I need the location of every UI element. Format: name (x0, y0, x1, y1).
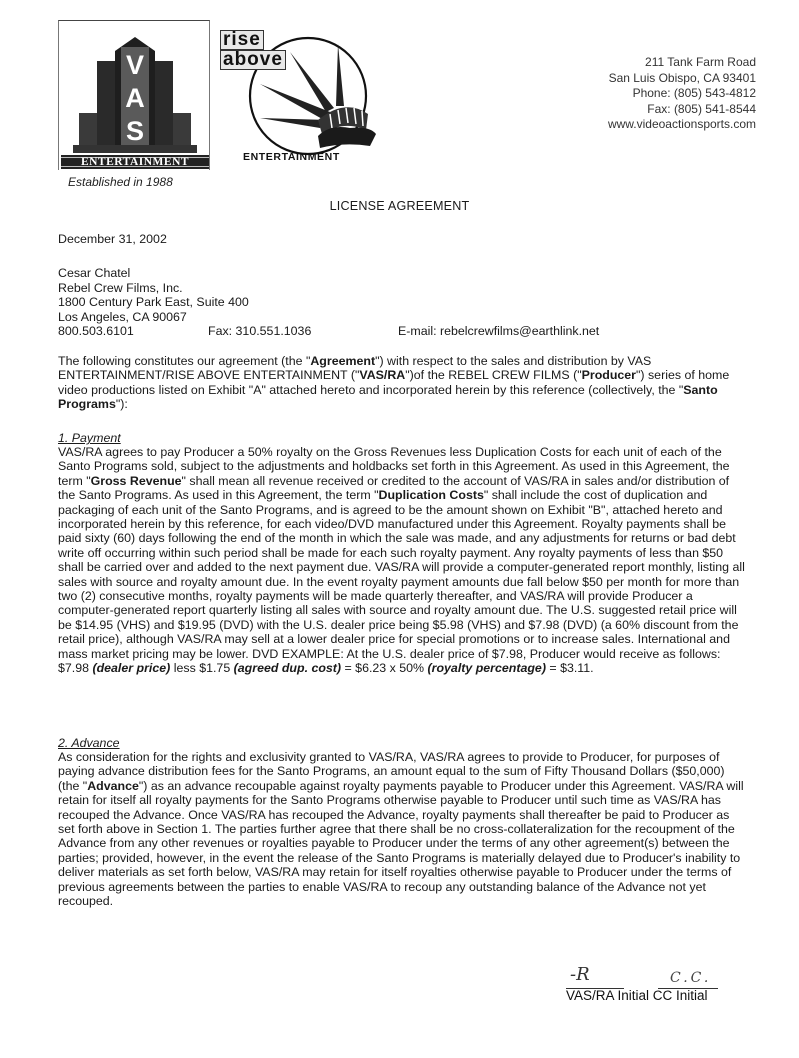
cc-initial-signature: C.C. (670, 970, 712, 986)
company-address (608, 55, 756, 133)
company-fax: Fax: (805) 541-8544 (647, 101, 756, 116)
recipient-address-line1: 1800 Century Park East, Suite 400 (58, 295, 249, 309)
defined-term-duplication-costs: Duplication Costs (378, 488, 484, 503)
section-text: less $1.75 (170, 661, 234, 676)
section-payment-body (58, 445, 748, 676)
emphasis-royalty-percentage: (royalty percentage) (427, 661, 546, 676)
intro-text: ") series of home video productions listed on Exhibit "A" attached hereto and incorporated herein by this reference (collectively, the " (58, 368, 730, 397)
recipient-contact-row (58, 324, 600, 339)
vas-entertainment-logo (58, 20, 210, 170)
intro-text: The following constitutes our agreement (the " (58, 354, 311, 368)
section-text: VAS/RA agrees to pay Producer a 50% royalty on the Gross Revenues less Duplication Costs for each unit of each of the Santo Programs sold, subject to the adjustments and holdbacks set forth in this Agreement. As used in this Agreement, the term " (58, 445, 730, 488)
vas-letter-a: A (125, 83, 145, 113)
section-heading-advance: 2. Advance (58, 736, 120, 750)
section-text: = $6.23 x 50% (341, 661, 428, 676)
defined-term-advance: Advance (87, 778, 139, 793)
defined-term-gross-revenue: Gross Revenue (90, 473, 182, 488)
initials-block (566, 960, 746, 1005)
vas-letter-s: S (125, 116, 144, 146)
section-advance-body (58, 750, 748, 908)
recipient-address-line2: Los Angeles, CA 90067 (58, 309, 187, 324)
document-title: LICENSE AGREEMENT (329, 199, 470, 213)
section-text: As consideration for the rights and exclusivity granted to VAS/RA, VAS/RA agrees to provide to Producer, for purposes of paying advance distribution fees for the Santo Programs, an amount equal to the sum of Fifty Thousand Dollars ($50,000) (the " (58, 750, 725, 793)
recipient-phone: 800.503.6101 (58, 324, 134, 338)
letter-date: December 31, 2002 (58, 232, 167, 246)
vas-logo-banner: ENTERTAINMENT (80, 156, 190, 168)
defined-term-vasra: VAS/RA (359, 368, 406, 383)
recipient-name: Cesar Chatel (58, 266, 131, 280)
section-text: " shall include the cost of duplication and packaging of each unit of the Santo Programs, and is agreed to be the amount shown on Exhibit "B", attached hereto and incorporated herein by this reference, for each video/DVD manufactured under this Agreement. Royalty payments shall be paid sixty (60) days following the end of the month in which the sale was made, and any adjustments for returns or bad debt write off occurring within such period shall be made for each such royalty payment. Any royalty payments of less than $50 shall be carried over and added to the next payment due. VAS/RA will provide a computer-generated report monthly, listing all sales with source and royalty amount due. In the event royalty payment amounts due fall below $50 per month for more than two (2) consecutive months, royalty payments will be made quarterly thereafter, and VAS/RA will provide Producer a computer-generated report quarterly listing all sales with source and royalty amount due. The U.S. suggested retail price will be $14.95 (VHS) and $19.95 (DVD) with the U.S. dealer price being $5.98 (VHS) and $7.98 (DVD) (a 60% discount from the retail price), although VAS/RA may sell at a lower dealer price for special promotions or to increase sales. International and mass market pricing may be lower. DVD EXAMPLE: At the U.S. dealer price of $7.98, Producer would receive as follows: $7.98 (58, 488, 745, 676)
recipient-block (58, 266, 600, 339)
initials-label: VAS/RA Initial CC Initial (566, 988, 708, 1003)
vas-letter-v: V (125, 50, 144, 80)
defined-term-agreement: Agreement (310, 354, 376, 368)
rise-above-word-above: above (220, 50, 286, 70)
section-text: ") as an advance recoupable against royalty payments payable to Producer under this Agreement. VAS/RA will retain for itself all royalty payments for the Santo Programs otherwise payable to Producer until such time as VAS/RA has recouped the Advance. Once VAS/RA has recouped the Advance, royalty payments shall thereafter be paid to Producer as set forth above in Section 1. The parties further agree that there shall be no cross-collateralization for the recoupment of the Advance from any other revenues or royalties payable to Producer under the terms of any other agreement(s) between the parties; provided, however, in the event the release of the Santo Programs is materially delayed due to Producer's inability to deliver materials as set forth below, VAS/RA may retain for itself royalties otherwise payable to Producer under the terms of previous agreements between the parties to enable VAS/RA to recoup any outstanding balance of the Advance not yet recouped. (58, 778, 744, 909)
section-heading-payment: 1. Payment (58, 431, 121, 445)
rise-above-banner: ENTERTAINMENT (243, 151, 340, 163)
section-text: " shall mean all revenue received or credited to the account of VAS/RA in sales and/or distribution of the Santo Programs. As used in this Agreement, the term " (58, 473, 730, 503)
section-text: = $3.11. (545, 661, 594, 676)
defined-term-santo-programs: Santo Programs (58, 382, 718, 412)
intro-paragraph (58, 354, 748, 412)
company-city: San Luis Obispo, CA 93401 (608, 70, 756, 85)
company-phone: Phone: (805) 543-4812 (632, 86, 756, 100)
intro-text: "): (115, 397, 128, 412)
rise-above-word-rise: rise (220, 30, 264, 50)
emphasis-dealer-price: (dealer price) (92, 661, 171, 676)
intro-text: ") with respect to the sales and distribution by VAS ENTERTAINMENT/RISE ABOVE ENTERTAINMENT (" (58, 354, 652, 383)
established-tagline: Established in 1988 (68, 175, 173, 189)
recipient-company: Rebel Crew Films, Inc. (58, 280, 183, 295)
intro-text: ")of the REBEL CREW FILMS (" (405, 368, 582, 383)
emphasis-agreed-dup-cost: (agreed dup. cost) (233, 661, 342, 676)
company-street: 211 Tank Farm Road (645, 55, 756, 69)
company-website: www.videoactionsports.com (607, 117, 756, 131)
recipient-fax: Fax: 310.551.1036 (208, 324, 312, 338)
recipient-email: E-mail: rebelcrewfilms@earthlink.net (398, 324, 600, 338)
vasra-initial-signature: -R (570, 964, 590, 985)
defined-term-producer: Producer (581, 368, 637, 383)
rise-above-logo (220, 28, 380, 168)
